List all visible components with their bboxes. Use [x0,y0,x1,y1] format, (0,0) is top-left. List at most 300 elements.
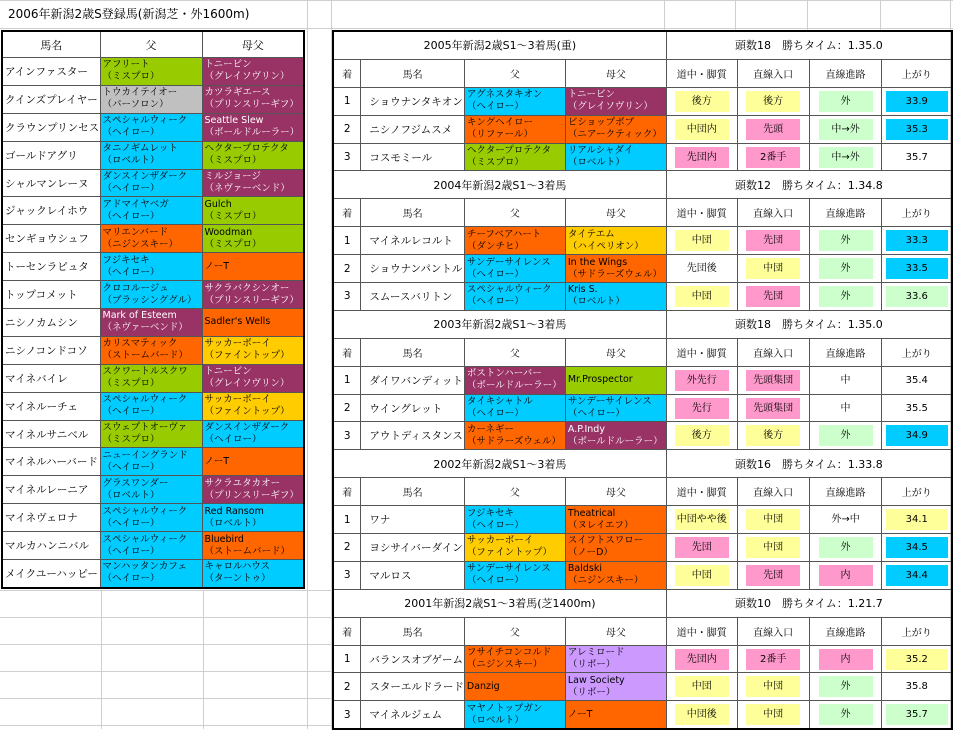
entry-row [2,476,304,504]
sire-cell-line: （ヘイロー） [102,127,160,139]
running-style-cell [666,645,737,673]
last-3f-cell [882,422,952,450]
stretch-entry-cell [737,422,809,450]
sire-cell [464,283,565,311]
horse-name: マイネルサニベル [2,420,100,448]
sire-cell-line: （ミスプロ） [102,71,160,83]
race-title: 2001年新潟2歳S1～3着馬(芝1400m) [333,589,666,617]
sire-cell [464,561,565,589]
horse-name: マイネルーチェ [2,392,100,420]
stretch-entry-cell [737,87,809,115]
horse-name: スターエルドラード [361,673,465,701]
horse-name: ヨシサイバーダイン [361,534,465,562]
rank: 1 [333,506,361,534]
horse-name: マイネルレーニア [2,476,100,504]
col-header-pos: 道中・脚質 [666,59,737,87]
sire-cell [100,504,202,532]
sire-cell [464,255,565,283]
col-header-lane: 直線進路 [809,199,882,227]
col-header-sire: 父 [464,617,565,645]
sire-cell [100,476,202,504]
sire-cell-line: グラスワンダー [102,477,169,489]
sire-cell-line: タイキシャトル [466,396,533,408]
sire-cell [100,85,202,113]
dam-sire-cell-line: サクラユタカオー [204,477,281,489]
last-3f: 34.4 [886,565,948,586]
dam-sire-cell [202,448,304,476]
entry-row [2,504,304,532]
dam-sire-cell-line: スイフトスワロー [567,535,644,547]
dam-sire-cell-line: トニービン [567,89,615,101]
sire-cell [100,141,202,169]
stretch-lane-cell [809,561,882,589]
dam-sire-cell-line: Seattle Slew [204,115,264,127]
sire-cell-line: （ダンチヒ） [466,240,524,252]
sire-cell-line: ダンスインザダーク [102,171,188,182]
race-title-row [333,450,952,478]
stretch-lane-cell [809,87,882,115]
running-style: 中団 [675,676,729,697]
sire-cell [464,534,565,562]
horse-name: マイネバイレ [2,364,100,392]
stretch-lane: 外 [819,258,873,279]
dam-sire-cell-line: In the Wings [567,256,628,268]
last-3f: 33.9 [886,91,948,112]
running-style: 中団後 [675,704,729,725]
rank: 1 [333,645,361,673]
sire-cell-line: スペシャルウィーク [102,533,188,545]
sire-cell-line: ヘクタープロテクタ [466,145,552,156]
dam-sire-cell [565,366,666,394]
running-style-cell [666,227,737,255]
last-3f-cell [882,283,952,311]
horse-name: ニシノフジムスメ [361,115,465,143]
stretch-lane: 外 [819,286,873,307]
column-header-row [333,478,952,506]
sire-cell-line: （ヘイロー） [102,545,160,557]
race-title-row [333,171,952,199]
dam-sire-cell [565,394,666,422]
dam-sire-cell [565,645,666,673]
running-style: 後方 [675,425,729,446]
stretch-entry: 2番手 [746,147,800,168]
stretch-lane-cell [809,422,882,450]
dam-sire-cell [202,85,304,113]
last-3f: 33.3 [886,230,948,251]
sire-cell-line: （ミスプロ） [102,378,160,390]
running-style-cell [666,115,737,143]
running-style-cell [666,366,737,394]
dam-sire-cell-line: トニービン [204,366,252,378]
dam-sire-cell-line: （ターントゥ） [204,573,271,585]
dam-sire-cell [565,506,666,534]
dam-sire-cell [202,532,304,560]
horse-name: ワナ [361,506,465,534]
dam-sire-cell-line: （ストームバード） [204,545,291,557]
horse-name: マルカハンニバル [2,532,100,560]
dam-sire-cell [202,420,304,448]
sire-cell-line: スウェプトオーヴァ [102,422,188,434]
stretch-entry-cell [737,255,809,283]
col-header-last: 上がり [882,478,952,506]
sire-cell-line: フジキセキ [102,254,150,266]
race-info: 頭数18 勝ちタイム：1.35.0 [666,31,952,59]
stretch-lane: 内 [819,649,873,670]
running-style-cell [666,701,737,729]
dam-sire-cell-line: ダンスインザダーク [204,422,290,434]
last-3f: 35.2 [886,649,948,670]
sire-cell [464,673,565,701]
rank: 2 [333,255,361,283]
dam-sire-cell-line: （ヘイロー） [567,408,625,420]
stretch-lane: 外 [819,704,873,725]
sire-cell-line: チーフベアハート [466,228,542,240]
stretch-lane: 外 [819,230,873,251]
sire-cell-line: （ミスプロ） [466,157,524,168]
sire-cell-line: （ヘイロー） [102,183,160,194]
rank: 1 [333,227,361,255]
race-info: 頭数10 勝ちタイム：1.21.7 [666,589,952,617]
dam-sire-cell-line: ミルジョージ [204,171,261,182]
horse-name: トップコメット [2,281,100,309]
running-style-cell [666,422,737,450]
dam-sire-cell-line: タイテエム [567,228,615,240]
stretch-lane: 内 [819,565,873,586]
dam-sire-cell-line: （ハイペリオン） [567,240,644,252]
running-style: 中団やや後 [675,509,729,530]
last-3f: 34.9 [886,425,948,446]
entry-row [2,85,304,113]
col-header-dam_sire: 母父 [565,199,666,227]
sire-cell-line: スクワートルスクワ [102,366,188,378]
dam-sire-cell [565,422,666,450]
dam-sire-cell-line: （ロベルト） [567,296,625,308]
dam-sire-cell [565,701,666,729]
entry-row [2,532,304,560]
horse-name: ダイワバンディット [361,366,465,394]
sire-cell-line: （ヘイロー） [466,408,524,420]
sire-cell-line: （ニジンスキー） [466,659,543,671]
dam-sire-cell-line: （ボールドルーラー） [567,435,663,447]
dam-sire-cell-line: A.P.Indy [567,423,605,435]
entry-row [2,58,304,86]
col-header-last: 上がり [882,338,952,366]
dam-sire-cell [202,169,304,197]
sire-cell [464,366,565,394]
last-3f-cell [882,645,952,673]
dam-sire-cell [202,364,304,392]
sire-cell [100,448,202,476]
sire-cell [100,309,202,337]
dam-sire-cell-line: （ミスプロ） [204,238,262,250]
sire-cell-line: マンハッタンカフェ [102,561,187,573]
dam-sire-cell [565,87,666,115]
horse-name: ショウナンパントル [361,255,465,283]
column-header-row [333,338,952,366]
entry-row [2,309,304,337]
col-header-name: 馬名 [361,338,465,366]
result-row [333,87,952,115]
dam-sire-cell [202,253,304,281]
col-header-name: 馬名 [361,478,465,506]
dam-sire-cell-line: （グレイソヴリン） [204,71,290,83]
running-style-cell [666,506,737,534]
sire-cell-line: （ヘイロー） [102,573,160,585]
col-header-entry: 直線入口 [737,617,809,645]
stretch-lane-cell [809,143,882,171]
dam-sire-cell-line: （ミスプロ） [204,210,262,222]
dam-sire-cell [565,561,666,589]
entry-row [2,392,304,420]
rank: 3 [333,422,361,450]
sire-cell-line: フジキセキ [466,507,515,519]
sire-cell-line: （ヘイロー） [466,575,524,587]
last-3f-cell [882,143,952,171]
sire-cell-line: （ヘイロー） [102,266,160,278]
running-style: 先団後 [675,258,729,279]
horse-name: ニシノコンドコソ [2,336,100,364]
rank: 1 [333,87,361,115]
stretch-entry-cell [737,673,809,701]
col-header-pos: 道中・脚質 [666,199,737,227]
sire-cell-line: キングヘイロー [466,117,534,129]
dam-sire-cell-line: Law Society [567,674,625,686]
dam-sire-cell-line: （ボールドルーラー） [204,127,300,139]
entry-row [2,197,304,225]
last-3f: 33.5 [886,258,948,279]
sire-cell-line: スペシャルウィーク [102,505,188,517]
dam-sire-cell [202,141,304,169]
stretch-entry: 中団 [746,704,800,725]
stretch-lane-cell [809,506,882,534]
result-row [333,645,952,673]
sire-cell [464,645,565,673]
column-header-row [333,199,952,227]
running-style-cell [666,87,737,115]
last-3f-cell [882,394,952,422]
stretch-entry: 2番手 [746,649,800,670]
horse-name: ショウナンタキオン [361,87,465,115]
dam-sire-cell-line: （グレイソヴリン） [567,101,653,113]
entry-row [2,141,304,169]
running-style-cell [666,673,737,701]
sire-cell-line: （ヘイロー） [102,517,160,529]
dam-sire-cell-line: （グレイソヴリン） [204,378,290,390]
col-header-sire: 父 [464,338,565,366]
stretch-entry: 先頭 [746,119,800,140]
stretch-entry: 後方 [746,425,800,446]
stretch-entry: 先頭集団 [746,370,800,391]
dam-sire-cell-line: Theatrical [567,507,616,519]
dam-sire-cell-line: （プリンスリーギフ） [204,99,299,111]
stretch-lane-cell [809,283,882,311]
rank: 1 [333,366,361,394]
sire-cell-line: （ヘイロー） [102,406,160,418]
results-table [332,30,953,730]
sire-cell-line: （ヘイロー） [102,461,160,473]
stretch-entry-cell [737,394,809,422]
rank: 3 [333,143,361,171]
dam-sire-cell-line: ノーT [204,455,230,467]
sire-cell-line: （ヘイロー） [466,519,524,531]
col-header-entry: 直線入口 [737,59,809,87]
race-title: 2005年新潟2歳S1～3着馬(重) [333,31,666,59]
col-header-entry: 直線入口 [737,478,809,506]
dam-sire-cell-line: （ファイントップ） [204,406,290,418]
sire-cell-line: サッカーボーイ [466,535,534,547]
dam-sire-cell [202,392,304,420]
stretch-lane: 外 [819,425,873,446]
dam-sire-cell-line: ビショップボブ [567,117,635,129]
entry-row [2,560,304,588]
race-info: 頭数18 勝ちタイム：1.35.0 [666,310,952,338]
sire-cell [100,197,202,225]
rank: 3 [333,701,361,729]
sire-cell [464,115,565,143]
dam-sire-cell-line: カツラギエース [204,87,271,99]
stretch-entry-cell [737,115,809,143]
horse-name: マイネルハーバード [2,448,100,476]
stretch-lane: 外 [819,537,873,558]
sire-cell-line: クロコルージュ [102,282,169,294]
stretch-entry: 先頭集団 [746,398,800,419]
horse-name: ニシノカムシン [2,309,100,337]
col-header-sire: 父 [464,478,565,506]
sire-cell [100,532,202,560]
stretch-entry-cell [737,283,809,311]
sire-cell-line: アフリート [102,59,150,71]
entries-table [1,30,305,589]
last-3f-cell [882,561,952,589]
column-header-row [333,617,952,645]
sire-cell-line: マリエンバード [102,226,169,238]
race-title-row [333,310,952,338]
dam-sire-cell [202,309,304,337]
dam-sire-cell-line: Mr.Prospector [567,374,633,386]
last-3f-cell [882,534,952,562]
stretch-lane-cell [809,115,882,143]
sire-cell [464,701,565,729]
horse-name: アウトディスタンス [361,422,465,450]
col-header-pos: 道中・脚質 [666,617,737,645]
result-row [333,673,952,701]
dam-sire-cell-line: サンデーサイレンス [567,396,652,408]
dam-sire-cell-line: （ロベルト） [567,157,625,168]
entry-row [2,113,304,141]
sire-cell-line: （パーソロン） [102,99,169,111]
entry-row [2,364,304,392]
dam-sire-cell [565,115,666,143]
stretch-lane-cell [809,534,882,562]
sire-cell-line: （ストームバード） [102,350,189,362]
col-header-rank: 着 [333,617,361,645]
col-header-lane: 直線進路 [809,338,882,366]
dam-sire-cell-line: Kris S. [567,284,598,296]
sire-cell-line: （ヘイロー） [466,296,524,308]
col-header-sire: 父 [464,199,565,227]
sire-cell-line: （ヘイロー） [466,268,524,280]
sire-cell-line: （ロベルト） [102,489,160,501]
sire-cell-line: （リファール） [466,129,534,141]
entry-row [2,253,304,281]
sire-cell-line: （ロベルト） [466,714,524,726]
sire-cell [100,364,202,392]
dam-sire-cell-line: （サドラーズウェル） [567,268,663,280]
col-header-rank: 着 [333,478,361,506]
result-row [333,534,952,562]
sire-cell [464,394,565,422]
last-3f: 35.7 [886,704,948,725]
stretch-lane-cell [809,366,882,394]
stretch-lane: 中→外 [819,119,873,140]
dam-sire-cell-line: Sadler's Wells [204,316,271,328]
running-style-cell [666,561,737,589]
running-style: 後方 [675,91,729,112]
horse-name: マイネルレコルト [361,227,465,255]
sire-cell [100,253,202,281]
sire-cell-line: （ボールドルーラー） [466,380,562,392]
result-row [333,283,952,311]
dam-sire-cell-line: （プリンスリーギフ） [204,294,299,306]
stretch-lane-cell [809,673,882,701]
entries-header-row [2,31,304,58]
stretch-entry-cell [737,366,809,394]
sire-cell-line: カリスマティック [102,338,178,350]
col-header-rank: 着 [333,59,361,87]
running-style: 中団 [675,286,729,307]
col-header-entry: 直線入口 [737,338,809,366]
running-style-cell [666,534,737,562]
dam-sire-cell-line: （ファイントップ） [204,350,290,362]
sire-cell-line: トウカイテイオー [102,87,178,99]
dam-sire-cell-line: Bluebird [204,533,244,545]
last-3f: 35.5 [886,398,948,419]
rank: 2 [333,394,361,422]
sire-cell-line: サンデーサイレンス [466,256,551,268]
entry-row [2,336,304,364]
horse-name: アインファスター [2,58,100,86]
col-header-rank: 着 [333,199,361,227]
stretch-lane-cell [809,394,882,422]
running-style-cell [666,143,737,171]
last-3f: 35.7 [886,147,948,168]
last-3f-cell [882,255,952,283]
horse-name: シャルマンレーヌ [2,169,100,197]
last-3f: 33.6 [886,286,948,307]
running-style-cell [666,255,737,283]
dam-sire-cell [202,113,304,141]
dam-sire-cell-line: アレミロード [567,647,625,659]
running-style: 先団内 [675,649,729,670]
dam-sire-cell-line: Gulch [204,198,232,210]
sire-cell-line: （ニジンスキー） [102,238,178,250]
dam-sire-cell-line: （ネヴァーベンド） [204,183,290,194]
last-3f-cell [882,115,952,143]
dam-sire-cell [202,476,304,504]
sire-cell [464,87,565,115]
stretch-entry-cell [737,701,809,729]
sire-cell-line: （ミスプロ） [102,434,160,446]
sire-cell-line: サンデーサイレンス [466,563,551,575]
last-3f: 34.5 [886,537,948,558]
rank: 2 [333,673,361,701]
sire-cell-line: フサイチコンコルド [466,647,552,659]
horse-name: ジャックレイホウ [2,197,100,225]
col-header-lane: 直線進路 [809,478,882,506]
horse-name: マイネルジェム [361,701,465,729]
sire-cell-line: スペシャルウィーク [466,284,552,296]
header-name: 馬名 [2,31,100,58]
